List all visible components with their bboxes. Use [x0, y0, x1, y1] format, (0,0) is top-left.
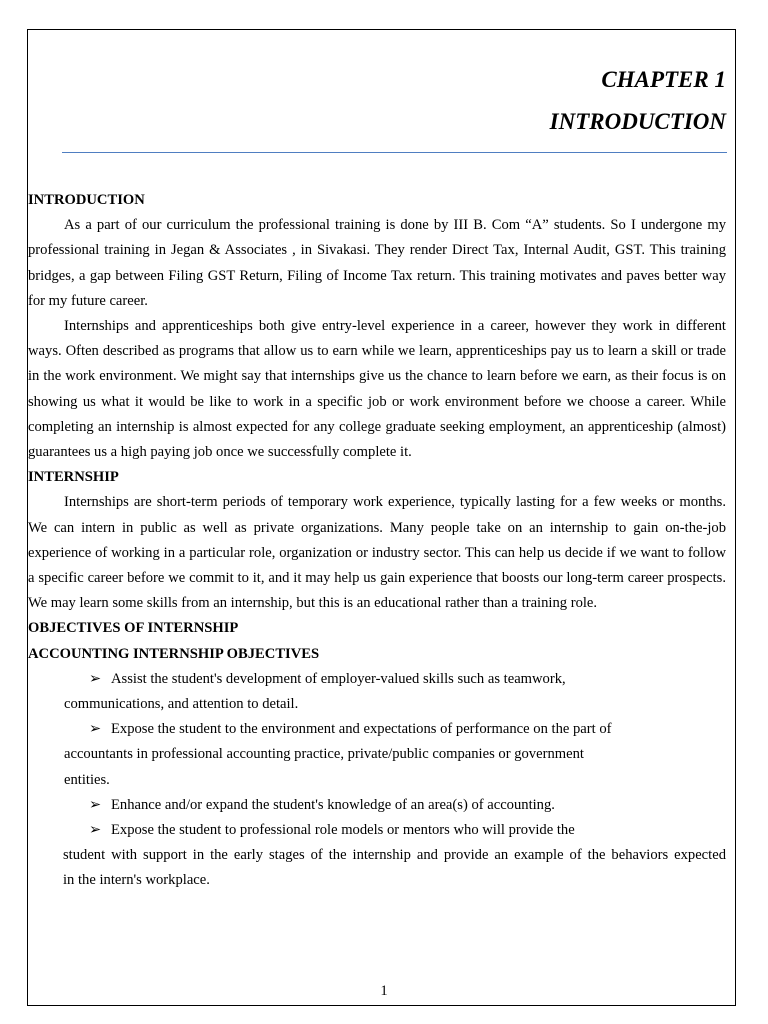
objective-item-4 — [28, 818, 726, 843]
objective-item-1 — [28, 667, 726, 692]
objective-2-continuation: accountants in professional accounting practice, private/public companies or government — [64, 746, 584, 763]
section-heading-objectives: OBJECTIVES OF INTERNSHIP — [28, 620, 239, 637]
section-heading-introduction: INTRODUCTION — [28, 192, 145, 208]
header-rule — [62, 152, 727, 153]
objective-2-continuation-2: entities. — [64, 771, 110, 788]
page-number: 1 — [380, 983, 388, 999]
objective-1-text: Assist the student's development of employer-valued skills such as teamwork, — [111, 670, 566, 687]
objective-item-3 — [28, 793, 726, 818]
objective-4-continuation: student with support in the early stages of the internship and provide an example of the behaviors expected — [63, 847, 726, 864]
document-body — [28, 188, 726, 894]
objective-4-text: Expose the student to professional role models or mentors who will provide the — [111, 822, 575, 839]
internship-paragraph: Internships are short-term periods of temporary work experience, typically lasting for a few weeks or months. We can intern in public as well as private organizations. Many people take on an internship to gain on-the-job experience of working in a particular role, organization or industry sector. This can help us decide if we want to follow a specific career before we commit to it, and it may help us gain experience that boosts our long-term career prospects. We may learn some skills from an internship, but this is an educational rather than a training role. — [28, 494, 726, 612]
objective-1-continuation: communications, and attention to detail. — [64, 696, 299, 713]
objective-4-continuation-2: in the intern's workplace. — [63, 872, 210, 889]
arrow-bullet-icon: ➢ — [89, 822, 102, 839]
objective-2-text: Expose the student to the environment and expectations of performance on the part of — [111, 721, 612, 738]
objective-3-text: Enhance and/or expand the student's knowledge of an area(s) of accounting. — [111, 796, 555, 813]
arrow-bullet-icon: ➢ — [89, 721, 102, 738]
arrow-bullet-icon: ➢ — [89, 670, 102, 687]
section-heading-accounting-objectives: ACCOUNTING INTERNSHIP OBJECTIVES — [28, 645, 320, 662]
arrow-bullet-icon: ➢ — [89, 796, 102, 813]
intro-paragraph-2: Internships and apprenticeships both give entry-level experience in a career, however they work in different ways. Often described as programs that allow us to earn while we learn, apprenticeships pay us to learn a skill or trade in the work environment. We might say that internships give us the chance to learn before we earn, as their focus is on showing us what it would be like to work in a specific job or work environment before we choose a career. While completing an internship is almost expected for any college graduate seeking employment, an apprenticeship (almost) guarantees us a high paying job once we successfully complete it. — [28, 318, 726, 461]
intro-paragraph-1: As a part of our curriculum the professional training is done by III B. Com “A” students. So I undergone my professional training in Jegan & Associates , in Sivakasi. They render Direct Tax, Internal Audit, GST. This training bridges, a gap between Filing GST Return, Filing of Income Tax return. This training motivates and paves better way for my future career. — [28, 217, 726, 309]
chapter-number: CHAPTER 1 — [601, 67, 726, 92]
section-heading-internship: INTERNSHIP — [28, 469, 119, 486]
chapter-title: INTRODUCTION — [549, 109, 726, 134]
objective-item-2 — [28, 717, 726, 742]
